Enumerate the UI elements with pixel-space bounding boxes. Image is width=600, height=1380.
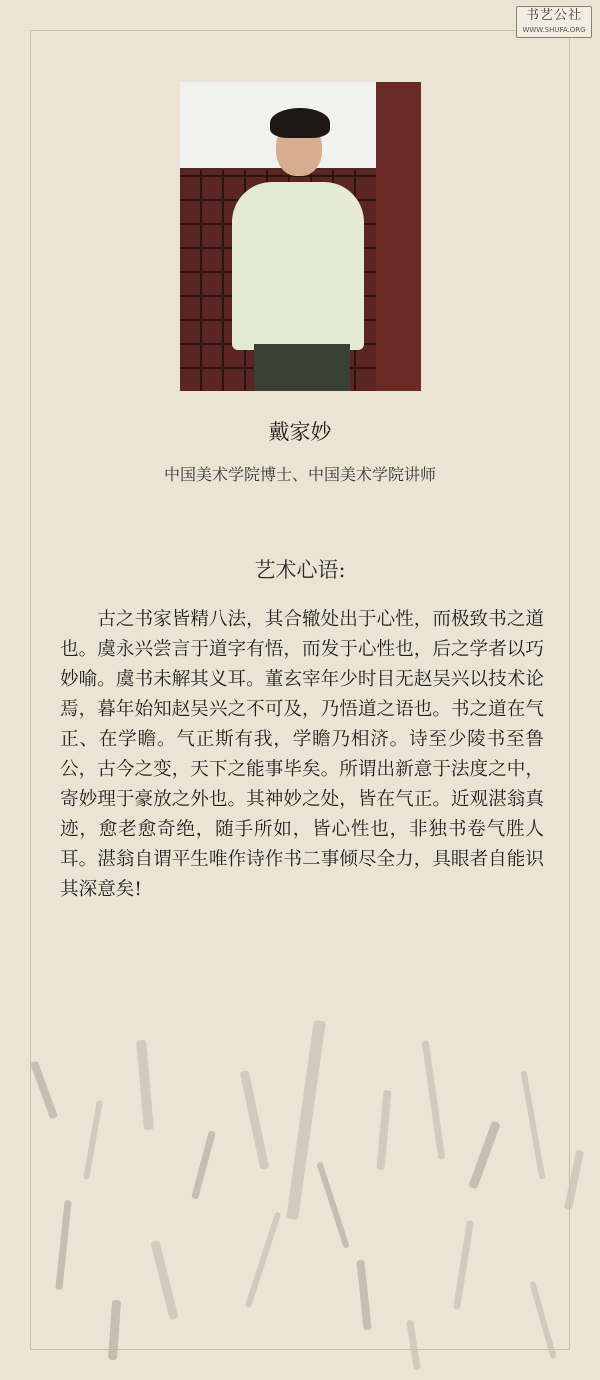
artist-name: 戴家妙 [268, 420, 332, 444]
photo-figure-hair [270, 108, 330, 138]
calligraphy-stroke [316, 1161, 350, 1248]
calligraphy-stroke [83, 1100, 103, 1180]
calligraphy-stroke [191, 1130, 216, 1199]
calligraphy-stroke [468, 1121, 500, 1190]
calligraphy-stroke [136, 1040, 154, 1131]
calligraphy-stroke [108, 1300, 121, 1360]
statement-text: 古之书家皆精八法，其合辙处出于心性，而极致书之道也。虞永兴尝言于道字有悟，而发于心性也，后之学者以巧妙喻。虞书未解其义耳。董玄宰年少时目无赵吴兴以技术论焉，暮年始知赵吴兴之不可及，乃悟道之语也。书之道在气正、在学瞻。气正斯有我，学瞻乃相济。诗至少陵书至鲁公，古今之变，天下之能事毕矣。所谓出新意于法度之中，寄妙理于豪放之外也。其神妙之处，皆在气正。近观湛翁真迹，愈老愈奇绝，随手所如，皆心性也，非独书卷气胜人耳。湛翁自谓平生唯作诗作书二事倾尽全力，具眼者自能识其深意矣! [60, 609, 544, 900]
calligraphy-stroke [240, 1070, 270, 1170]
calligraphy-stroke [406, 1320, 421, 1370]
calligraphy-stroke [453, 1220, 474, 1310]
calligraphy-stroke [529, 1281, 557, 1360]
photo-figure-body [232, 182, 364, 350]
site-logo[interactable] [516, 6, 592, 38]
calligraphy-stroke [520, 1070, 545, 1179]
logo-url: WWW.SHUFA.ORG [522, 26, 586, 34]
logo-brand: 书艺公社 [525, 8, 582, 23]
calligraphy-stroke [245, 1212, 282, 1309]
calligraphy-stroke [377, 1090, 392, 1170]
calligraphy-stroke [286, 1020, 326, 1220]
calligraphy-stroke [356, 1260, 371, 1330]
section-heading: 艺术心语: [254, 558, 346, 582]
calligraphy-stroke [55, 1200, 71, 1290]
portrait-photo [180, 82, 421, 391]
photo-pillar [376, 82, 421, 391]
calligraphy-stroke [564, 1150, 584, 1210]
calligraphy-stroke [150, 1240, 178, 1320]
photo-figure-legs [254, 344, 350, 391]
calligraphy-stroke [422, 1040, 446, 1160]
artist-title: 中国美术学院博士、中国美术学院讲师 [163, 465, 436, 484]
calligraphy-stroke [30, 1060, 58, 1119]
calligraphy-background-image [0, 980, 600, 1380]
